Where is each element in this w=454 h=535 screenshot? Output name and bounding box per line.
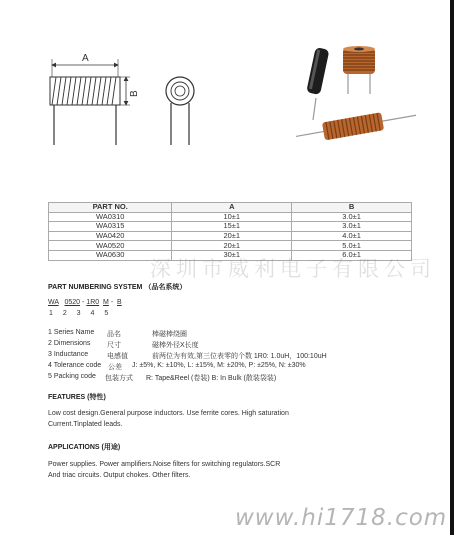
cell-b: 3.0±1 bbox=[292, 212, 412, 222]
numbering-item-value: R: Tape&Reel (卷装) B: In Bulk (散装袋装) bbox=[146, 375, 277, 382]
inductor-product-photo bbox=[285, 40, 425, 150]
cell-a: 20±1 bbox=[172, 231, 292, 241]
table-header-row bbox=[49, 203, 412, 213]
table-row bbox=[49, 212, 412, 222]
applications-line-2: And triac circuits. Output chokes. Other filters. bbox=[48, 472, 191, 479]
table-row bbox=[49, 241, 412, 251]
features-title: FEATURES (特性) bbox=[48, 394, 106, 401]
code-position-digits: 1 2 3 4 5 bbox=[49, 310, 109, 317]
table-row bbox=[49, 222, 412, 232]
numbering-item-label: 2 Dimensions bbox=[48, 340, 91, 347]
numbering-item-cn: 公差 bbox=[108, 364, 122, 371]
table-row bbox=[49, 231, 412, 241]
col-header-part-no: PART NO. bbox=[49, 203, 172, 213]
numbering-item-label: 3 Inductance bbox=[48, 351, 89, 358]
numbering-item-value: 磁棒外径X长度 bbox=[152, 342, 199, 349]
cell-part-no: WA0420 bbox=[49, 231, 172, 241]
numbering-item-cn: 包装方式 bbox=[105, 375, 133, 382]
inductor-dimension-drawing bbox=[30, 45, 240, 195]
numbering-item-value: J: ±5%, K: ±10%, L: ±15%, M: ±20%, P: ±25%, N: ±30% bbox=[132, 362, 306, 369]
numbering-item-label: 1 Series Name bbox=[48, 329, 95, 336]
applications-line-1: Power supplies. Power amplifiers.Noise filters for switching regulators.SCR bbox=[48, 461, 281, 468]
numbering-item-value: 前两位为有效,第三位表零的个数 1R0: 1.0uH，100:10uH bbox=[152, 353, 327, 360]
cell-b: 3.0±1 bbox=[292, 222, 412, 232]
numbering-item-label: 5 Packing code bbox=[48, 373, 96, 380]
cell-part-no: WA0520 bbox=[49, 241, 172, 251]
numbering-item-cn: 品名 bbox=[107, 331, 121, 338]
company-watermark: 深圳市威利电子有限公司 bbox=[150, 257, 436, 281]
code-part-series: WA bbox=[48, 299, 59, 306]
numbering-item-label: 4 Tolerance code bbox=[48, 362, 102, 369]
numbering-item-cn: 电感值 bbox=[107, 353, 128, 360]
code-part-inductance: 1R0 bbox=[86, 299, 100, 306]
col-header-a: A bbox=[172, 203, 292, 213]
applications-title: APPLICATIONS (用途) bbox=[48, 444, 121, 451]
features-line-1: Low cost design.General purpose inductors. Use ferrite cores. High saturation bbox=[48, 410, 289, 417]
code-part-packing: B bbox=[117, 299, 122, 306]
cell-part-no: WA0310 bbox=[49, 212, 172, 222]
dimension-b-label: B bbox=[129, 90, 140, 97]
features-line-2: Current.Tinplated leads. bbox=[48, 421, 123, 428]
page-border bbox=[450, 0, 454, 535]
part-spec-table bbox=[48, 202, 412, 261]
numbering-title: PART NUMBERING SYSTEM （品名系统） bbox=[48, 284, 187, 291]
code-part-tolerance: M bbox=[103, 299, 109, 306]
website-watermark: www.hi1718.com bbox=[235, 505, 448, 531]
part-code-example: WA 0520 - 1R0 M - B bbox=[48, 299, 122, 306]
cell-part-no: WA0315 bbox=[49, 222, 172, 232]
numbering-item-cn: 尺寸 bbox=[107, 342, 121, 349]
cell-part-no: WA0630 bbox=[49, 250, 172, 260]
cell-b: 4.0±1 bbox=[292, 231, 412, 241]
cell-a: 20±1 bbox=[172, 241, 292, 251]
cell-a: 30±1 bbox=[172, 250, 292, 260]
dimension-a-label: A bbox=[82, 53, 89, 64]
numbering-item-value: 棒磁棒绕圈 bbox=[152, 331, 187, 338]
cell-a: 10±1 bbox=[172, 212, 292, 222]
cell-a: 15±1 bbox=[172, 222, 292, 232]
code-part-dimension: 0520 bbox=[64, 299, 81, 306]
cell-b: 6.0±1 bbox=[292, 250, 412, 260]
cell-b: 5.0±1 bbox=[292, 241, 412, 251]
col-header-b: B bbox=[292, 203, 412, 213]
